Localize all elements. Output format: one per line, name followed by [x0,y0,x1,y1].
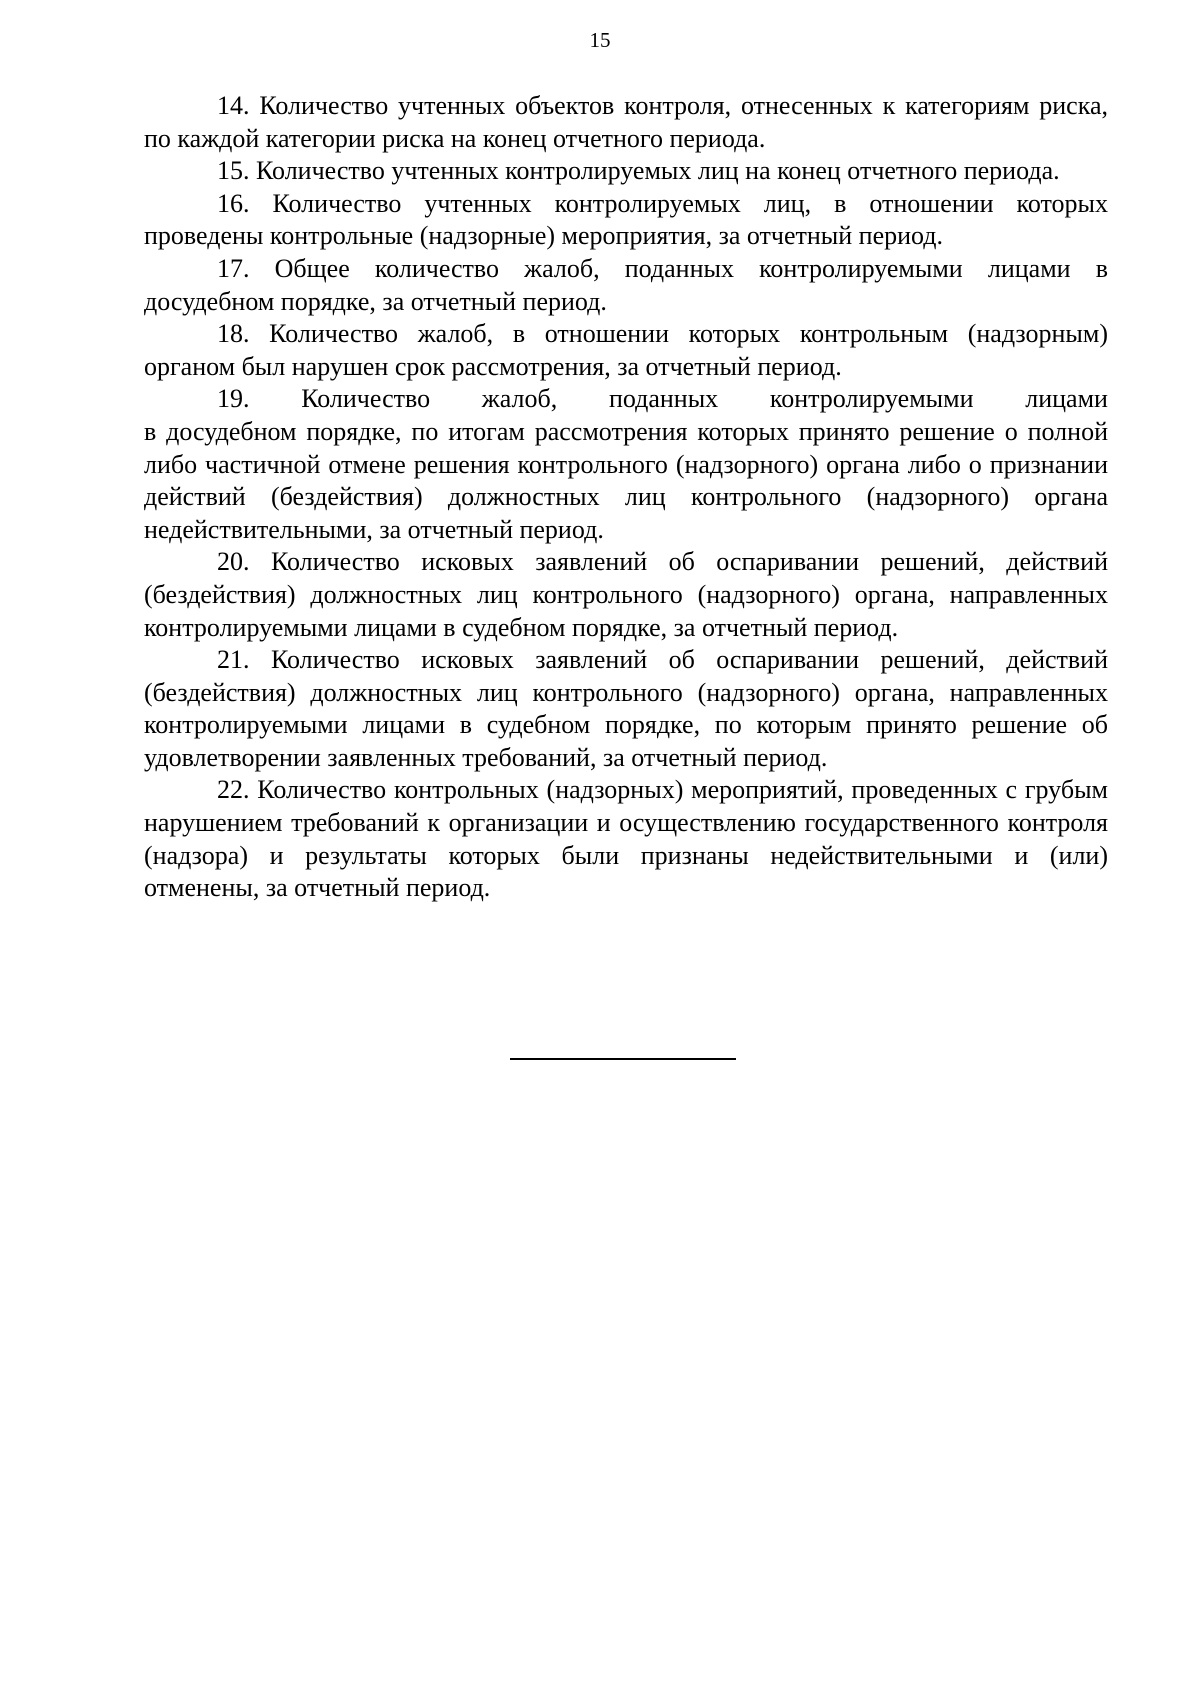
list-item-15: 15. Количество учтенных контролируемых лиц на конец отчетного периода. [217,156,1060,186]
list-item-21: 21. Количество исковых заявлений об оспаривании решений, действий (бездействия) должностных лиц контрольного (надзорного) органа, направленных контролируемыми лицами в судебном порядке, по которым принято решение об удовлетворении заявленных требований, за отчетный период. [144,645,1108,772]
list-item-22: 22. Количество контрольных (надзорных) мероприятий, проведенных с грубым нарушением требований к организации и осуществлению государственного контроля (надзора) и результаты которых были признаны недействительными и (или) отменены, за отчетный период. [144,775,1108,903]
list-item-17: 17. Общее количество жалоб, поданных контролируемыми лицами в досудебном порядке, за отчетный период. [144,253,1108,316]
end-of-document-rule [510,1058,736,1060]
list-item-18: 18. Количество жалоб, в отношении которых контрольным (надзорным) органом был нарушен срок рассмотрения, за отчетный период. [144,319,1108,381]
list-item-19-first-line [144,383,1108,416]
list-item-16: 16. Количество учтенных контролируемых лиц, в отношении которых проведены контрольные (надзорные) мероприятия, за отчетный период. [144,188,1108,251]
list-item-19 [144,383,1108,546]
page-number: 15 [589,28,611,52]
list-item-19-word: контролируемыми [769,384,974,414]
list-item-19-word: жалоб, [481,384,558,414]
list-item-19-word: 19. [217,384,250,414]
list-item-14: 14. Количество учтенных объектов контроля, отнесенных к категориям риска, по каждой категории риска на конец отчетного периода. [144,91,1108,153]
document-body [144,90,1108,905]
list-item-19-word: лицами [1025,384,1108,414]
list-item-19-word: Количество [301,384,431,414]
list-item-19-word: поданных [608,384,719,414]
list-item-19-continuation: в досудебном порядке, по итогам рассмотрения которых принято решение о полной либо частичной отмене решения контрольного (надзорного) органа либо о признании действий (бездействия) должностных лиц контрольного (надзорного) органа недействительными, за отчетный период. [144,416,1108,544]
list-item-20: 20. Количество исковых заявлений об оспаривании решений, действий (бездействия) должностных лиц контрольного (надзорного) органа, направленных контролируемыми лицами в судебном порядке, за отчетный период. [144,547,1108,642]
